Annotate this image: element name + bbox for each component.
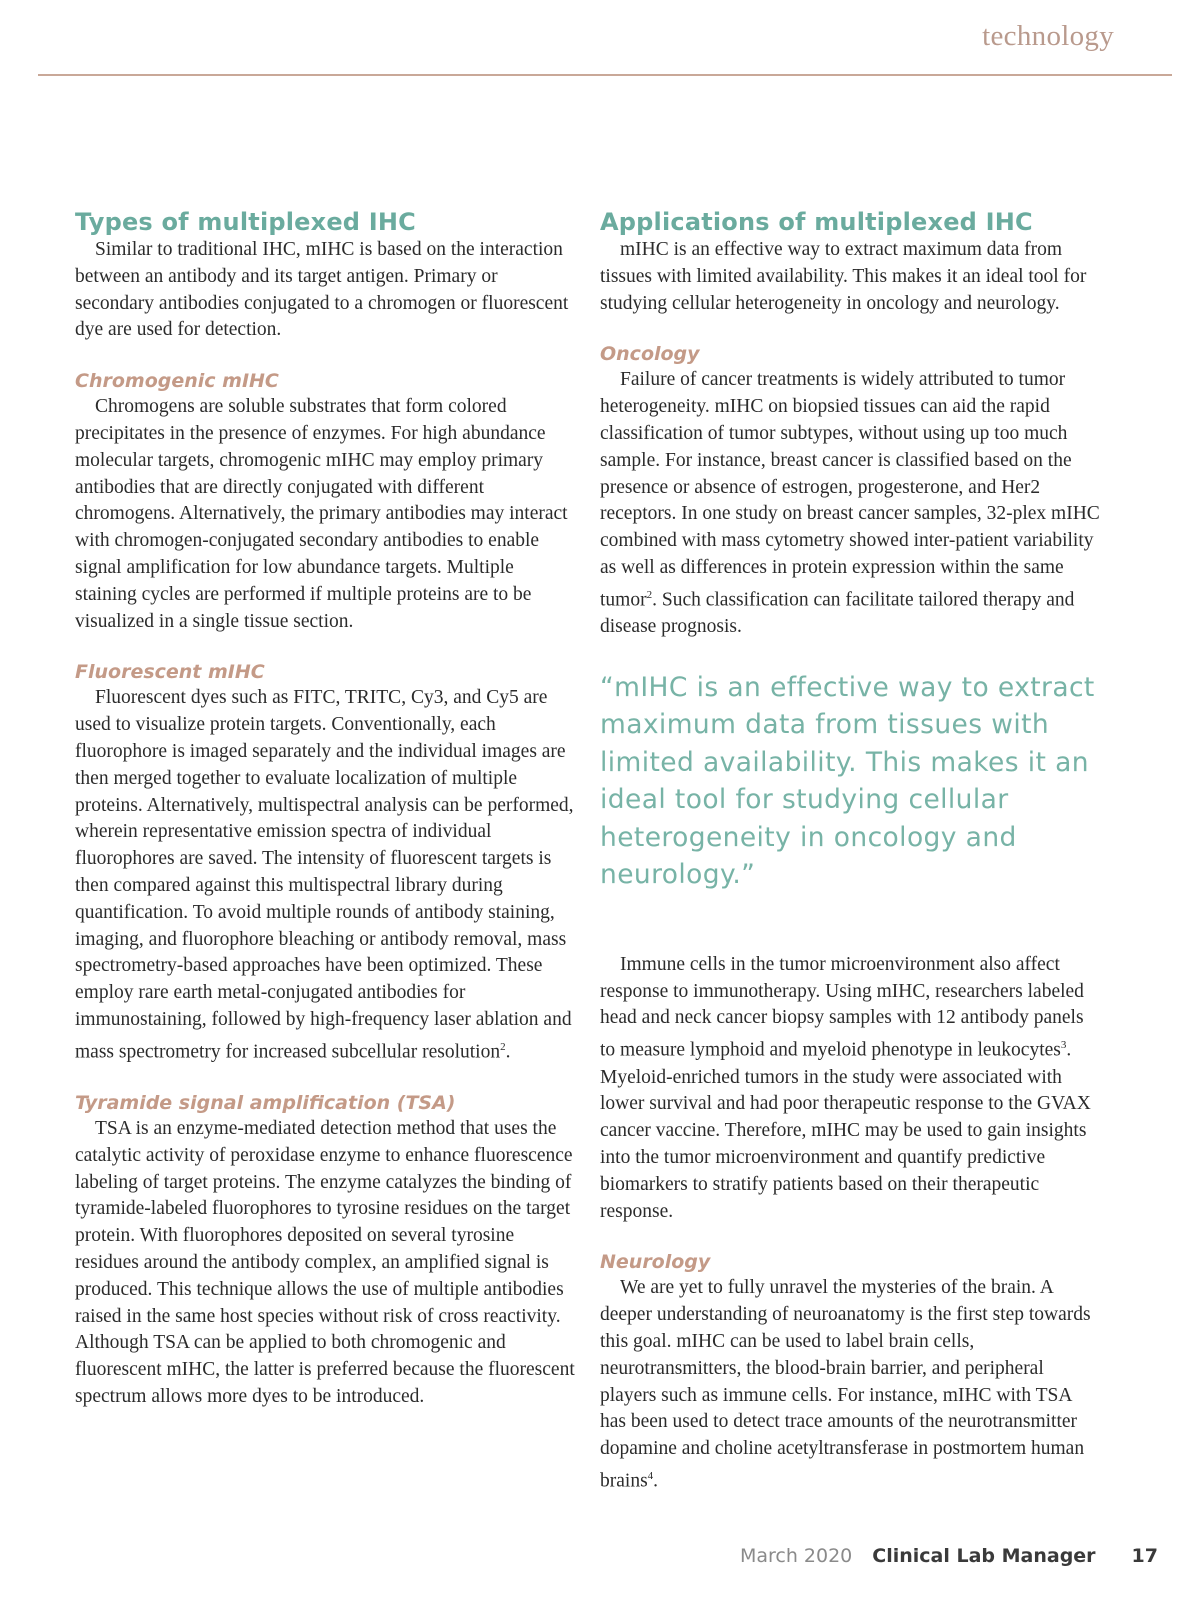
citation: 2 bbox=[646, 588, 653, 601]
fluorescent-body: Fluorescent dyes such as FITC, TRITC, Cy3, and Cy5 are used to visualize protein targets. Conventionally, each fluorophore is imaged separately and the individual images are then merged together to evaluate localization of multiple proteins. Alternatively, multispectral analysis can be performed, wherein representative emission spectra of individual fluorophores are saved. The intensity of fluorescent targets is then compared against this multispectral library during quantification. To avoid multiple rounds of antibody staining, imaging, and fluorophore bleaching or antibody removal, mass spectrometry-based approaches have been optimized. These employ rare earth metal-conjugated antibodies for immunostaining, followed by high-frequency laser ablation and mass spectrometry for increased subcellular resolution$^2$. bbox=[75, 687, 574, 1063]
magazine-name: Clinical Lab Manager bbox=[872, 1545, 1096, 1567]
fluorescent-subheading: Fluorescent mIHC bbox=[75, 661, 265, 684]
immune-body: Immune cells in the tumor microenvironment also affect response to immunotherapy. Using mIHC, researchers labeled head and neck cancer biopsy samples with 12 antibody panels to measure lymphoid and myeloid phenotype in leukocytes$^3$. Myeloid-enriched tumors in the study were associated with lower survival and had poor therapeutic response to the GVAX cancer vaccine. Therefore, mIHC may be used to gain insights into the tumor microenvironment and quantify predictive biomarkers to stratify patients based on their therapeutic response. bbox=[600, 953, 1091, 1222]
citation: 3 bbox=[1060, 1039, 1067, 1052]
tsa-body: TSA is an enzyme-mediated detection method that uses the catalytic activity of peroxidase enzyme to enhance fluorescence labeling of target proteins. The enzyme catalyzes the binding of tyramide-labeled fluorophores to tyrosine residues on the target protein. With fluorophores deposited on several tyrosine residues around the antibody complex, an amplified signal is produced. This technique allows the use of multiple antibodies raised in the same host species without risk of cross reactivity. Although TSA can be applied to both chromogenic and fluorescent mIHC, the latter is preferred because the fluorescent spectrum allows more dyes to be introduced. bbox=[75, 1118, 575, 1407]
neurology-subheading: Neurology bbox=[600, 1251, 711, 1274]
citation: 4 bbox=[647, 1469, 654, 1482]
tsa-subheading: Tyramide signal amplification (TSA) bbox=[75, 1092, 456, 1115]
right-column bbox=[600, 207, 1100, 1495]
header-rule bbox=[38, 74, 1172, 76]
issue-date: March 2020 bbox=[739, 1545, 853, 1567]
chromogenic-body: Chromogens are soluble substrates that form colored precipitates in the presence of enzymes. For high abundance molecular targets, chromogenic mIHC may employ primary antibodies that are directly conjugated with different chromogens. Alternatively, the primary antibodies may interact with chromogen-conjugated secondary antibodies to enable signal amplification for low abundance targets. Multiple staining cycles are performed if multiple proteins are to be visualized in a single tissue section. bbox=[75, 396, 568, 632]
page-number: 17 bbox=[1131, 1545, 1158, 1567]
chromogenic-subheading: Chromogenic mIHC bbox=[75, 370, 279, 393]
left-column bbox=[75, 207, 575, 1411]
fluorescent-text: Fluorescent dyes such as FITC, TRITC, Cy3, and Cy5 are used to visualize protein targets. Conventionally, each fluorophore is imaged separately and the individual images are then merged together to evaluate localization of multiple proteins. Alternatively, multispectral analysis can be performed, wherein representative emission spectra of individual fluorophores are saved. The intensity of fluorescent targets is then compared against this multispectral library during quantification. To avoid multiple rounds of antibody staining, imaging, and fluorophore bleaching or antibody removal, mass spectrometry-based approaches have been optimized. These employ rare earth metal-conjugated antibodies for immunostaining, followed by high-frequency laser ablation and mass spectrometry for increased subcellular resolution bbox=[75, 687, 574, 1063]
oncology-subheading: Oncology bbox=[600, 343, 700, 366]
oncology-body: Failure of cancer treatments is widely attributed to tumor heterogeneity. mIHC on biopsied tissues can aid the rapid classification of tumor subtypes, without using up too much sample. For instance, breast cancer is classified based on the presence or absence of estrogen, progesterone, and Her2 receptors. In one study on breast cancer samples, 32-plex mIHC combined with mass cytometry showed inter-patient variability as well as differences in protein expression within the same tumor$^2$. Such classification can facilitate tailored therapy and disease prognosis. bbox=[600, 369, 1100, 638]
section-tag: technology bbox=[982, 20, 1114, 52]
citation: 2 bbox=[500, 1040, 506, 1053]
applications-intro: mIHC is an effective way to extract maximum data from tissues with limited availability. This makes it an ideal tool for studying cellular heterogeneity in oncology and neurology. bbox=[600, 239, 1087, 314]
pull-quote: “mIHC is an effective way to extract maximum data from tissues with limited availability. This makes it an ideal tool for studying cellular heterogeneity in oncology and neurology.” bbox=[600, 671, 1095, 891]
types-intro: Similar to traditional IHC, mIHC is based on the interaction between an antibody and its target antigen. Primary or secondary antibodies conjugated to a chromogen or fluorescent dye are used for detection. bbox=[75, 239, 569, 341]
applications-heading: Applications of multiplexed IHC bbox=[600, 208, 1033, 236]
page-footer bbox=[740, 1545, 1158, 1567]
neurology-body: We are yet to fully unravel the mysteries of the brain. A deeper understanding of neuroanatomy is the first step towards this goal. mIHC can be used to label brain cells, neurotransmitters, the blood-brain barrier, and peripheral players such as immune cells. For instance, mIHC with TSA has been used to detect trace amounts of the neurotransmitter dopamine and choline acetyltransferase in postmortem human brains$^4$. bbox=[600, 1277, 1091, 1492]
types-heading: Types of multiplexed IHC bbox=[75, 208, 416, 236]
